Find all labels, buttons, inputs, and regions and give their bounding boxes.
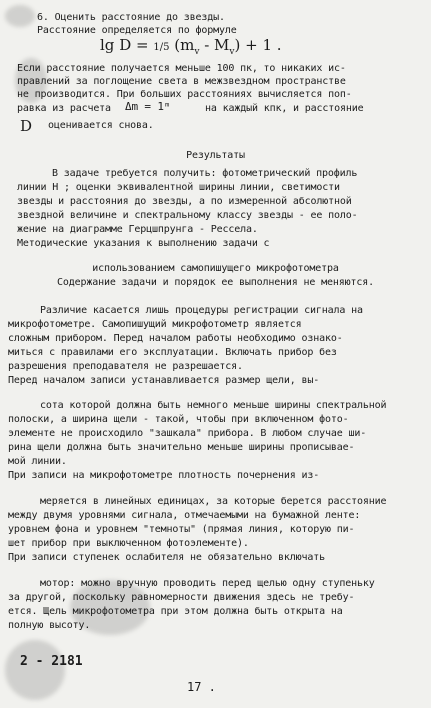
text-line: При записи на микрофотометре плотность почернения из- bbox=[8, 470, 320, 481]
text-line: правлений за поглощение света в межзвездном пространстве bbox=[17, 76, 346, 87]
text-line: оценивается снова. bbox=[48, 120, 154, 131]
text-line: меряется в линейных единицах, за которые берется расстояние bbox=[40, 496, 387, 507]
section-heading-methods: использованием самопишущего микрофотометра bbox=[92, 263, 339, 274]
section-heading-results: Результаты bbox=[186, 150, 245, 161]
section-heading-methods: Содержание задачи и порядок ее выполнения не меняются. bbox=[56, 277, 374, 288]
text-line: миться с правилами его эксплуатации. Включать прибор без bbox=[8, 347, 337, 358]
text-line: В задаче требуется получить: фотометрический профиль bbox=[52, 168, 358, 179]
distance-formula: lg D = 1/5 $(m_v - M_v) + 1$ . bbox=[100, 36, 282, 57]
text-line: рина щели должна быть значительно меньше ширины прописывае- bbox=[8, 442, 355, 453]
text-line: звезды и расстояния до звезды, а по измеренной абсолютной bbox=[17, 196, 352, 207]
scan-smudge bbox=[5, 640, 65, 700]
text-line: 6. Оценить расстояние до звезды. bbox=[37, 12, 225, 23]
text-line: Расстояние определяется по формуле bbox=[37, 25, 237, 36]
text-line: Если расстояние получается меньше 100 пк, то никаких ис- bbox=[17, 63, 346, 74]
page-number: 17 . bbox=[187, 680, 216, 694]
text-line: мотор: можно вручную проводить перед щелью одну ступеньку bbox=[40, 578, 375, 589]
text-line: на каждый кпк, и расстояние bbox=[205, 103, 364, 114]
text-line: полную высоту. bbox=[8, 620, 91, 631]
scan-smudge bbox=[5, 5, 35, 27]
text-line: не производится. При больших расстояниях вычисляется поп- bbox=[17, 89, 352, 100]
text-line: разрешения преподавателя не разрешается. bbox=[8, 361, 243, 372]
text-line: ется. Щель микрофотометра при этом должна быть открыта на bbox=[8, 606, 343, 617]
text-line: уровнем фона и уровнем "темноты" (прямая линия, которую пи- bbox=[8, 524, 355, 535]
delta-m-formula: Δm = 1ᵐ bbox=[125, 100, 171, 113]
text-line: полоски, а ширина щели - такой, чтобы при включенном фото- bbox=[8, 414, 349, 425]
text-line: мой линии. bbox=[8, 456, 67, 467]
distance-symbol: D bbox=[20, 117, 33, 135]
text-line: звездной величине и спектральному классу звезды - ее поло- bbox=[17, 210, 358, 221]
text-line: микрофотометре. Самопишущий микрофотометр является bbox=[8, 319, 302, 330]
text-line: между двумя уровнями сигнала, отмечаемыми на бумажной ленте: bbox=[8, 510, 361, 521]
text-line: линии H ; оценки эквивалентной ширины линии, светимости bbox=[17, 182, 340, 193]
text-line: Различие касается лишь процедуры регистрации сигнала на bbox=[40, 305, 363, 316]
text-line: жение на диаграмме Герцшпрунга - Рессела. bbox=[17, 224, 258, 235]
text-line: за другой, поскольку равномерности движения здесь не требу- bbox=[8, 592, 355, 603]
text-line: шет прибор при выключенном фотоэлементе). bbox=[8, 538, 249, 549]
text-line: элементе не происходило "зашкала" прибора. В любом случае ши- bbox=[8, 428, 367, 439]
text-line: сота которой должна быть немного меньше ширины спектральной bbox=[40, 400, 387, 411]
text-line: При записи ступенек ослабителя не обязательно включать bbox=[8, 552, 326, 563]
text-line: равка из расчета bbox=[17, 103, 111, 114]
text-line: Перед началом записи устанавливается размер щели, вы- bbox=[8, 375, 320, 386]
text-line: Методические указания к выполнению задачи с bbox=[17, 238, 270, 249]
print-stamp: 2 - 2181 bbox=[20, 654, 83, 669]
text-line: сложным прибором. Перед началом работы необходимо ознако- bbox=[8, 333, 343, 344]
